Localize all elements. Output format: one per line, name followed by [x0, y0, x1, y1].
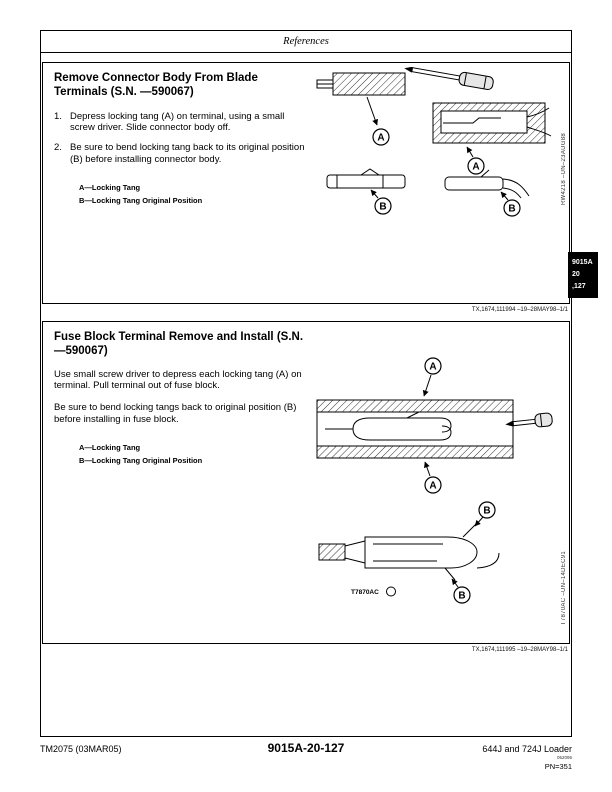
- svg-text:B: B: [458, 590, 466, 602]
- section2-paragraph-1: Use small screw driver to depress each locking tang (A) on terminal. Pull terminal out of fuse block.: [54, 368, 302, 392]
- footer-pn-number: PN=351: [544, 762, 572, 771]
- svg-text:B: B: [483, 505, 491, 517]
- svg-text:A: A: [472, 161, 480, 173]
- section-fuse-block-terminal: [42, 321, 570, 644]
- svg-text:A: A: [429, 480, 437, 492]
- svg-text:B: B: [508, 203, 516, 215]
- figure2-id-code: T7870AC –UN–14DEC91: [561, 550, 567, 625]
- footer-print-code: 052095: [556, 755, 572, 760]
- svg-text:A: A: [377, 132, 385, 144]
- figure-fuse-block-terminal: [315, 354, 553, 628]
- logo-mark-icon: [387, 587, 396, 596]
- section2-paragraph-2: Be sure to bend locking tangs back to original position (B) before installing in fuse block.: [54, 402, 297, 426]
- section1-title: Remove Connector Body From Blade Terminals (S.N. —590067): [54, 72, 258, 98]
- legend-item-b: B—Locking Tang Original Position: [79, 455, 203, 465]
- page-footer: [40, 741, 572, 755]
- screwdriver-icon: [403, 67, 494, 90]
- callout-a-top: [424, 358, 441, 396]
- footer-model-name: 644J and 724J Loader: [482, 744, 572, 754]
- chapter-tab: [568, 252, 598, 298]
- figure-connector-removal: [315, 67, 553, 219]
- connector-cutaway: [433, 103, 551, 143]
- legend-item-a: A—Locking Tang: [79, 183, 141, 193]
- svg-text:B: B: [379, 201, 387, 213]
- step-1-text: Depress locking tang (A) on terminal, using a small screw driver. Slide connector body off.: [70, 110, 285, 134]
- callout-b-bottom: [452, 579, 470, 603]
- callout-a-left: [367, 97, 389, 145]
- fuse-block-cutaway: [317, 400, 513, 458]
- terminal-side-view: [319, 523, 499, 580]
- section-remove-connector-body: [42, 62, 570, 304]
- step-1-number: 1.: [54, 110, 62, 122]
- callout-a-bottom: [425, 462, 441, 493]
- callout-b-left: [371, 190, 391, 214]
- section2-reference: TX,1674,111995 –19–28MAY98–1/1: [471, 647, 568, 653]
- chapter-tab-section: 20: [572, 270, 580, 278]
- callout-b-top: [475, 502, 495, 526]
- step-2: [54, 142, 316, 166]
- section2-title: Fuse Block Terminal Remove and Install (S.N. —590067): [54, 331, 304, 357]
- running-header-title: References: [283, 36, 329, 47]
- callout-a-right: [467, 147, 484, 174]
- legend-item-a: A—Locking Tang: [79, 443, 141, 453]
- figure1-id-code: RW4218 –UN–23AUG88: [561, 133, 567, 205]
- svg-text:T7870AC: T7870AC: [351, 589, 379, 596]
- step-2-text: Be sure to bend locking tang back to its original position (B) before installing connector body.: [70, 142, 305, 166]
- chapter-tab-page: ,127: [572, 282, 586, 290]
- step-2-number: 2.: [54, 142, 62, 154]
- section1-reference: TX,1674,111994 –19–28MAY98–1/1: [471, 307, 568, 313]
- chapter-tab-group: 9015A: [572, 259, 593, 266]
- footer-page-number: 9015A-20-127: [267, 741, 345, 755]
- terminal-with-tang: [327, 169, 405, 188]
- footer-manual-id: TM2075 (03MAR05): [40, 744, 122, 754]
- figure2-part-label: [351, 587, 396, 596]
- page-border: [40, 30, 572, 737]
- step-1: [54, 111, 316, 135]
- terminal-tang-original: [445, 170, 529, 198]
- callout-b-right: [501, 192, 520, 216]
- legend-item-b: B—Locking Tang Original Position: [79, 195, 203, 205]
- svg-text:A: A: [429, 361, 437, 373]
- section1-steps: [54, 111, 316, 167]
- connector-body-top: [317, 73, 405, 95]
- running-header: [41, 31, 571, 53]
